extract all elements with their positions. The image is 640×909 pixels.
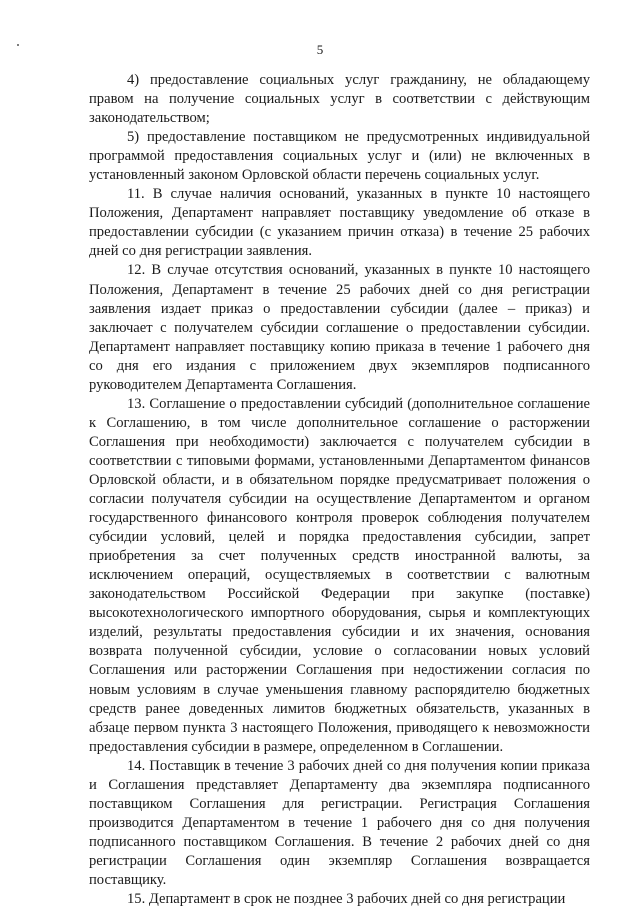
paragraph-clause-12: 12. В случае отсутствия оснований, указанных в пункте 10 настоящего Положения, Департамент в течение 25 рабочих дней со дня регистрации заявления издает приказ о предоставлении субсидии (далее – приказ) и заключает с получателем субсидии соглашение о предоставлении субсидии. Департамент направляет поставщику копию приказа в течение 1 рабочего дня со дня его издания с приложением двух экземпляров подписанного руководителем Департамента Соглашения. — [89, 262, 590, 393]
page-number: 5 — [316, 42, 324, 57]
document-body — [89, 71, 590, 909]
paragraph-clause-15: 15. Департамент в срок не позднее 3 рабочих дней со дня регистрации — [127, 891, 566, 908]
paragraph-item-4: 4) предоставление социальных услуг гражданину, не обладающему правом на получение социальных услуг в соответствии с действующим законодательством; — [89, 72, 590, 127]
paragraph-item-5: 5) предоставление поставщиком не предусмотренных индивидуальной программой предоставления социальных услуг и (или) не включенных в установленный законом Орловской области перечень социальных услуг. — [89, 129, 590, 184]
paragraph-clause-14: 14. Поставщик в течение 3 рабочих дней со дня получения копии приказа и Соглашения представляет Департаменту два экземпляра подписанного поставщиком Соглашения для регистрации. Регистрация Соглашения производится Департаментом в течение 1 рабочего дня со дня получения подписанного поставщиком Соглашения. В течение 2 рабочих дней со дня регистрации Соглашения один экземпляр Соглашения возвращается поставщику. — [89, 757, 590, 888]
paragraph-clause-13: 13. Соглашение о предоставлении субсидий (дополнительное соглашение к Соглашению, в том числе дополнительное соглашение о расторжении Соглашения при необходимости) заключается с получателем субсидии в соответствии с типовыми формами, установленными Департаментом финансов Орловской области, и в обязательном порядке предусматривает положения о согласии получателя субсидии на осуществление Департаментом и органом государственного финансового контроля проверок соблюдения получателем субсидии условий, целей и порядка предоставления субсидии, запрет приобретения за счет полученных средств иностранной валюты, за исключением операций, осуществляемых в соответствии с валютным законодательством Российской Федерации при закупке (поставке) высокотехнологического импортного оборудования, сырья и комплектующих изделий, результаты предоставления субсидии и их значения, основания возврата полученной субсидии, условие о согласовании новых условий Соглашения или расторжении Соглашения при недостижении согласия по новым условиям в случае уменьшения главному распорядителю бюджетных средств ранее доведенных лимитов бюджетных обязательств, указанных в абзаце первом пункта 3 настоящего Положения, приводящего к невозможности предоставления субсидии в размере, определенном в Соглашении. — [89, 395, 590, 755]
paragraph-clause-11: 11. В случае наличия оснований, указанных в пункте 10 настоящего Положения, Департамент направляет поставщику уведомление об отказе в предоставлении субсидии (с указанием причин отказа) в течение 25 рабочих дней со дня регистрации заявления. — [89, 186, 590, 260]
